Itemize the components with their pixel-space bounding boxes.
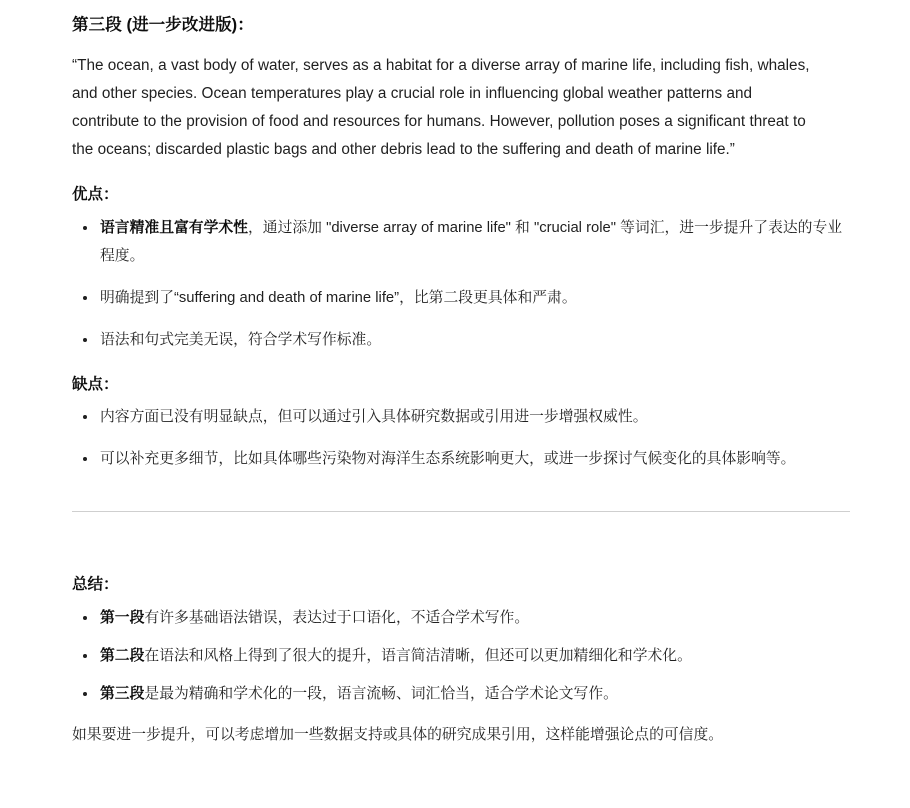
list-item <box>72 284 845 312</box>
list-item-text: 明确提到了“suffering and death of marine life”，比第二段更具体和严肃。 <box>100 289 577 306</box>
summary-heading: 总结： <box>72 576 119 594</box>
cons-list <box>72 403 845 473</box>
page-title: 第三段 (进一步改进版)： <box>72 16 254 34</box>
spacer <box>72 512 845 556</box>
list-item-text: 是最为精确和学术化的一段，语言流畅、词汇恰当，适合学术论文写作。 <box>144 685 618 702</box>
list-item-emphasis: 语言精准且富有学术性 <box>100 219 248 236</box>
bullet-icon <box>83 692 87 696</box>
bullet-icon <box>83 296 87 300</box>
bullet-icon <box>83 616 87 620</box>
bullet-icon <box>83 415 87 419</box>
bullet-icon <box>83 338 87 342</box>
cons-heading: 缺点： <box>72 375 119 393</box>
list-item-text: 可以补充更多细节，比如具体哪些污染物对海洋生态系统影响更大，或进一步探讨气候变化的具体影响等。 <box>100 451 796 468</box>
quoted-paragraph: “The ocean, a vast body of water, serves as a habitat for a diverse array of marine life, including fish, whales, and other species. Ocean temperatures play a crucial role in influencing global weather patterns and contribute to the provision of food and resources for humans. However, pollution poses a significant threat to the oceans; discarded plastic bags and other debris lead to the suffering and death of marine life.” <box>72 56 810 158</box>
list-item-text: 有许多基础语法错误，表达过于口语化，不适合学术写作。 <box>144 609 530 626</box>
list-item-text: 在语法和风格上得到了很大的提升，语言简洁清晰，但还可以更加精细化和学术化。 <box>144 647 692 664</box>
list-item <box>72 680 845 708</box>
list-item-emphasis: 第一段 <box>100 609 145 626</box>
list-item <box>72 604 845 632</box>
closing-paragraph: 如果要进一步提升，可以考虑增加一些数据支持或具体的研究成果引用，这样能增强论点的可信度。 <box>72 726 724 743</box>
pros-list <box>72 214 845 354</box>
list-item <box>72 326 845 354</box>
summary-list <box>72 604 845 708</box>
bullet-icon <box>83 654 87 658</box>
pros-heading: 优点： <box>72 185 119 203</box>
bullet-icon <box>83 226 87 230</box>
list-item <box>72 642 845 670</box>
list-item-text: 内容方面已没有明显缺点，但可以通过引入具体研究数据或引用进一步增强权威性。 <box>100 409 648 426</box>
list-item <box>72 214 845 270</box>
list-item-text: 语法和句式完美无误，符合学术写作标准。 <box>100 331 382 348</box>
list-item-text: ，通过添加 "diverse array of marine life" 和 "crucial role" 等词汇，进一步提升了表达的专业程度。 <box>100 219 843 264</box>
list-item <box>72 445 845 473</box>
list-item-emphasis: 第三段 <box>100 685 145 702</box>
list-item-emphasis: 第二段 <box>100 647 145 664</box>
bullet-icon <box>83 457 87 461</box>
list-item <box>72 403 845 431</box>
